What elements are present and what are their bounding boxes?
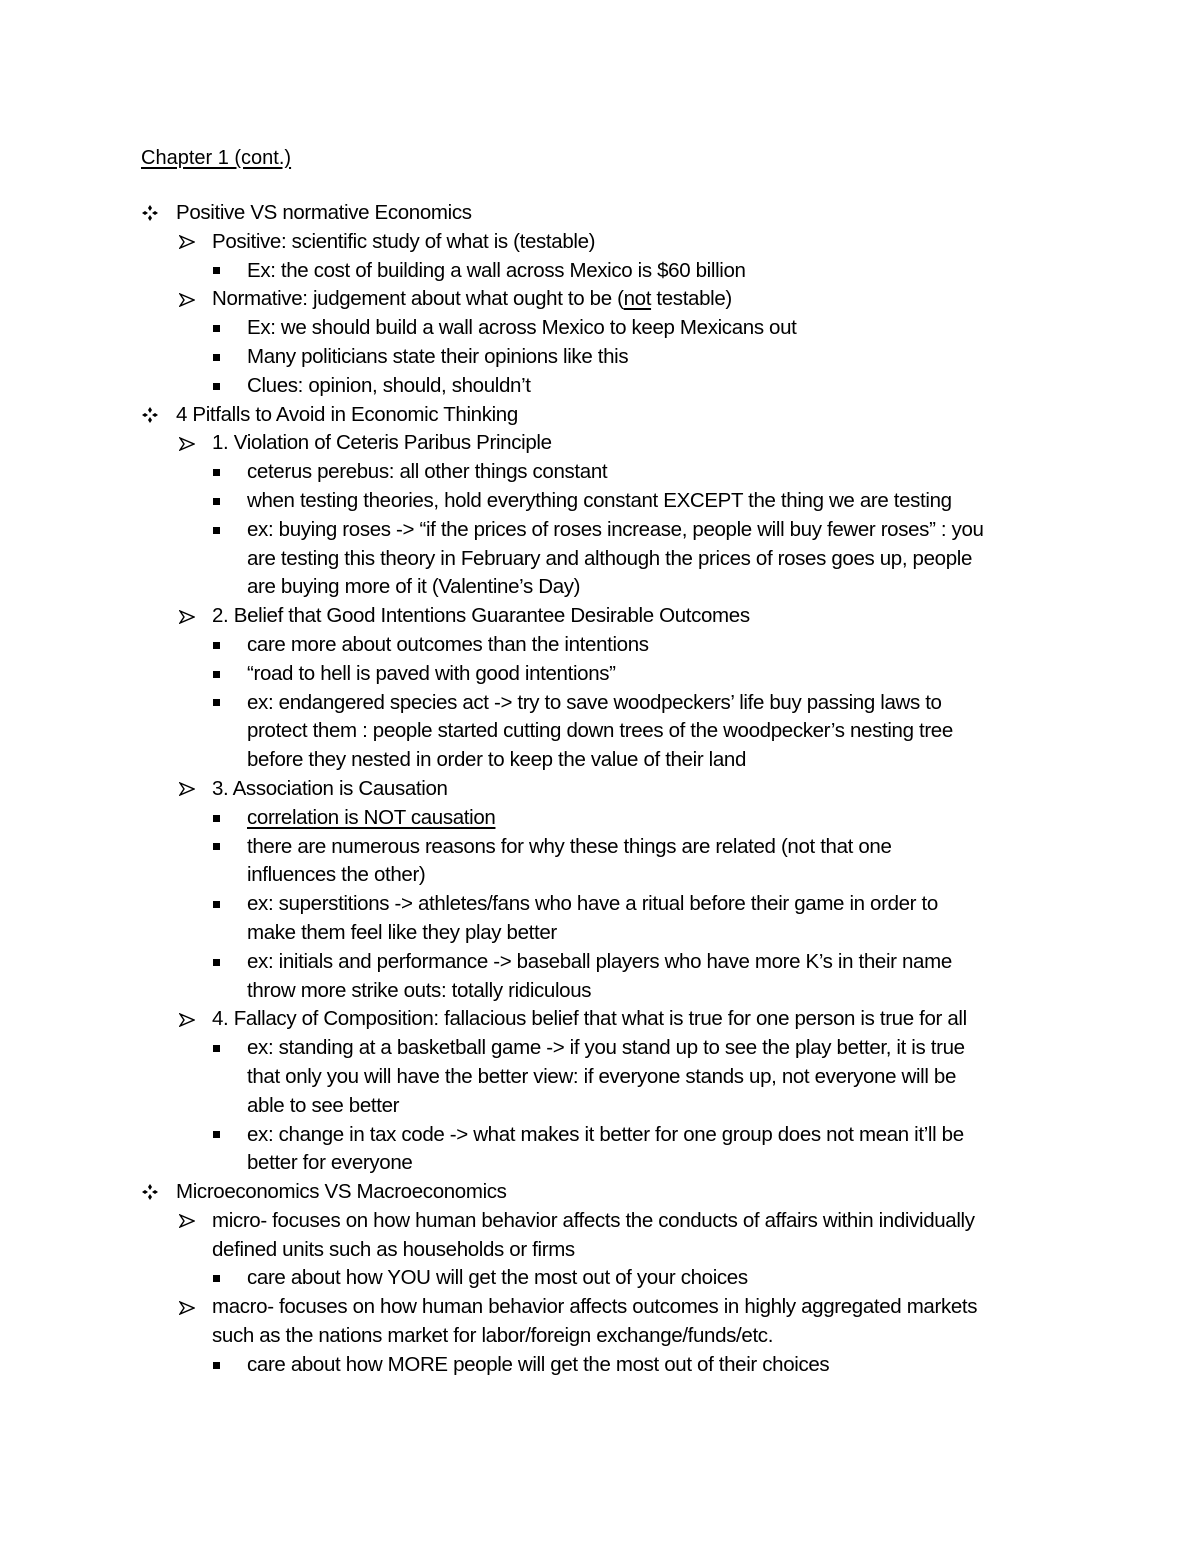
- square-bullet-icon: [212, 660, 236, 689]
- outline-item-l3: [0, 314, 1200, 343]
- outline-text: Ex: the cost of building a wall across Mexico is $60 billion: [247, 258, 746, 282]
- outline-text: 4 Pitfalls to Avoid in Economic Thinking: [176, 402, 518, 426]
- arrowhead-bullet-icon: [179, 285, 203, 314]
- outline-item-l3: [0, 1264, 1200, 1293]
- arrowhead-bullet-icon: [179, 1293, 203, 1322]
- outline-text: when testing theories, hold everything constant EXCEPT the thing we are testing: [247, 488, 952, 512]
- four-diamond-bullet-icon: [141, 199, 165, 228]
- outline-text: ex: change in tax code -> what makes it better for one group does not mean it’ll be: [247, 1122, 964, 1146]
- outline-text: that only you will have the better view: if everyone stands up, not everyone will be: [247, 1064, 957, 1088]
- outline-item-l3: [0, 343, 1200, 372]
- outline-item-l2: [0, 1005, 1200, 1034]
- square-bullet-icon: [212, 487, 236, 516]
- square-bullet-icon: [212, 1351, 236, 1380]
- outline-continuation: [0, 1236, 1200, 1265]
- four-diamond-bullet-icon: [141, 1178, 165, 1207]
- outline-text: influences the other): [247, 863, 426, 887]
- outline-item-l3: [0, 1351, 1200, 1380]
- outline-text: ex: standing at a basketball game -> if you stand up to see the play better, it is true: [247, 1036, 965, 1060]
- outline-text: ex: endangered species act -> try to save woodpeckers’ life buy passing laws to: [247, 690, 942, 714]
- outline-item-l3: [0, 516, 1200, 545]
- outline: [0, 199, 1200, 1380]
- outline-text: 3. Association is Causation: [212, 776, 448, 800]
- outline-item-l3: [0, 257, 1200, 286]
- page-title: Chapter 1 (cont.): [141, 147, 292, 169]
- outline-text: are testing this theory in February and although the prices of roses goes up, people: [247, 546, 973, 570]
- outline-text: micro- focuses on how human behavior affects the conducts of affairs within individually: [212, 1208, 975, 1232]
- square-bullet-icon: [212, 804, 236, 833]
- square-bullet-icon: [212, 948, 236, 977]
- outline-text: Normative: judgement about what ought to be (not testable): [212, 287, 732, 311]
- square-bullet-icon: [212, 458, 236, 487]
- outline-item-l3: [0, 689, 1200, 718]
- outline-text: Ex: we should build a wall across Mexico to keep Mexicans out: [247, 316, 797, 340]
- arrowhead-bullet-icon: [179, 1207, 203, 1236]
- outline-item-l3: [0, 804, 1200, 833]
- outline-text: correlation is NOT causation: [247, 805, 496, 829]
- arrowhead-bullet-icon: [179, 775, 203, 804]
- outline-continuation: [0, 717, 1200, 746]
- square-bullet-icon: [212, 257, 236, 286]
- outline-item-l2: [0, 775, 1200, 804]
- outline-text: such as the nations market for labor/foreign exchange/funds/etc.: [212, 1324, 774, 1348]
- outline-item-l3: [0, 833, 1200, 862]
- outline-continuation: [0, 1149, 1200, 1178]
- square-bullet-icon: [212, 689, 236, 718]
- underlined-word: not: [623, 287, 652, 311]
- outline-item-l2: [0, 602, 1200, 631]
- outline-item-l2: [0, 285, 1200, 314]
- outline-text: throw more strike outs: totally ridiculous: [247, 978, 592, 1002]
- outline-continuation: [0, 573, 1200, 602]
- square-bullet-icon: [212, 343, 236, 372]
- square-bullet-icon: [212, 833, 236, 862]
- outline-text: ex: initials and performance -> baseball players who have more K’s in their name: [247, 949, 952, 973]
- square-bullet-icon: [212, 1121, 236, 1150]
- square-bullet-icon: [212, 631, 236, 660]
- outline-text: macro- focuses on how human behavior affects outcomes in highly aggregated markets: [212, 1295, 978, 1319]
- arrowhead-bullet-icon: [179, 429, 203, 458]
- arrowhead-bullet-icon: [179, 1005, 203, 1034]
- outline-text: ex: buying roses -> “if the prices of roses increase, people will buy fewer roses” : you: [247, 517, 984, 541]
- outline-item-l3: [0, 372, 1200, 401]
- outline-text: care about how MORE people will get the most out of their choices: [247, 1352, 830, 1376]
- outline-text: ceterus perebus: all other things constant: [247, 460, 608, 484]
- outline-text: there are numerous reasons for why these things are related (not that one: [247, 834, 892, 858]
- outline-text: care about how YOU will get the most out of your choices: [247, 1266, 748, 1290]
- outline-item-l3: [0, 458, 1200, 487]
- outline-text: make them feel like they play better: [247, 920, 557, 944]
- outline-text: Many politicians state their opinions like this: [247, 344, 629, 368]
- outline-text: 2. Belief that Good Intentions Guarantee Desirable Outcomes: [212, 604, 750, 628]
- outline-item-l3: [0, 948, 1200, 977]
- outline-item-l3: [0, 487, 1200, 516]
- outline-text: 1. Violation of Ceteris Paribus Principle: [212, 431, 552, 455]
- arrowhead-bullet-icon: [179, 228, 203, 257]
- outline-text: ex: superstitions -> athletes/fans who have a ritual before their game in order to: [247, 892, 938, 916]
- outline-item-l3: [0, 660, 1200, 689]
- outline-text: care more about outcomes than the intentions: [247, 632, 649, 656]
- outline-item-l2: [0, 1207, 1200, 1236]
- square-bullet-icon: [212, 516, 236, 545]
- outline-continuation: [0, 977, 1200, 1006]
- outline-item-l2: [0, 228, 1200, 257]
- outline-item-l3: [0, 631, 1200, 660]
- outline-item-l1: [0, 1178, 1200, 1207]
- outline-item-l3: [0, 1034, 1200, 1063]
- outline-text: Positive: scientific study of what is (testable): [212, 229, 596, 253]
- outline-text: Positive VS normative Economics: [176, 201, 472, 224]
- outline-item-l3: [0, 1121, 1200, 1150]
- outline-continuation: [0, 1063, 1200, 1092]
- outline-continuation: [0, 746, 1200, 775]
- outline-text: protect them : people started cutting down trees of the woodpecker’s nesting tree: [247, 719, 953, 743]
- square-bullet-icon: [212, 890, 236, 919]
- outline-item-l1: [0, 199, 1200, 228]
- outline-text: 4. Fallacy of Composition: fallacious belief that what is true for one person is true for all: [212, 1007, 967, 1031]
- outline-text: defined units such as households or firms: [212, 1237, 575, 1261]
- outline-item-l1: [0, 401, 1200, 430]
- outline-text: Microeconomics VS Macroeconomics: [176, 1180, 507, 1204]
- square-bullet-icon: [212, 314, 236, 343]
- outline-text: before they nested in order to keep the value of their land: [247, 748, 747, 772]
- outline-text: better for everyone: [247, 1151, 413, 1175]
- outline-continuation: [0, 919, 1200, 948]
- outline-continuation: [0, 1092, 1200, 1121]
- four-diamond-bullet-icon: [141, 401, 165, 430]
- outline-item-l3: [0, 890, 1200, 919]
- outline-continuation: [0, 1322, 1200, 1351]
- outline-text: are buying more of it (Valentine’s Day): [247, 575, 581, 599]
- outline-text: able to see better: [247, 1093, 400, 1117]
- outline-continuation: [0, 545, 1200, 574]
- outline-item-l2: [0, 429, 1200, 458]
- outline-item-l2: [0, 1293, 1200, 1322]
- square-bullet-icon: [212, 372, 236, 401]
- square-bullet-icon: [212, 1264, 236, 1293]
- outline-text: “road to hell is paved with good intentions”: [247, 661, 616, 685]
- square-bullet-icon: [212, 1034, 236, 1063]
- outline-continuation: [0, 861, 1200, 890]
- outline-text: Clues: opinion, should, shouldn’t: [247, 373, 531, 397]
- arrowhead-bullet-icon: [179, 602, 203, 631]
